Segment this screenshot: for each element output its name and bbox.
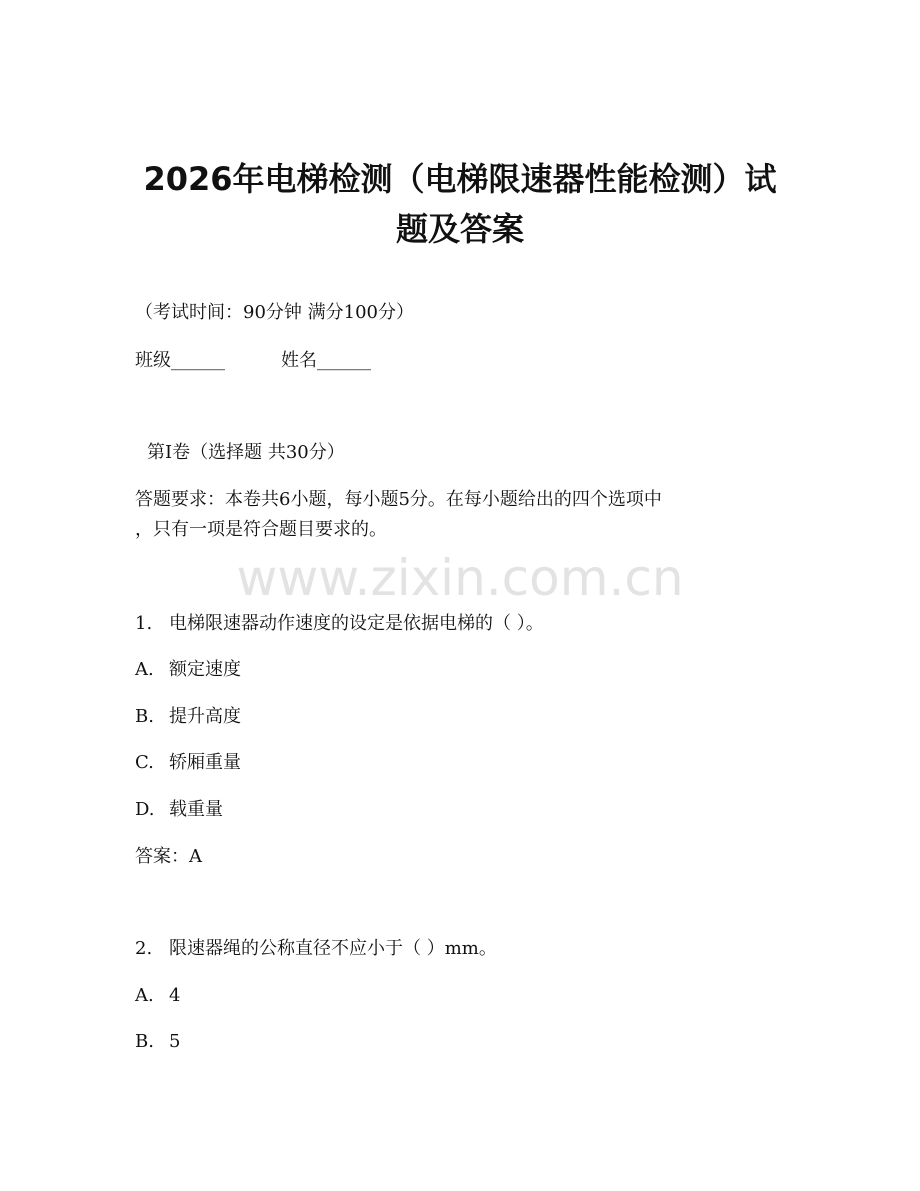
question-1-option-c (135, 750, 241, 776)
question-1-answer: 答案：A (135, 846, 202, 867)
watermark: www.zixin.com.cn (236, 549, 684, 607)
option-text: 5 (169, 1031, 181, 1052)
question-1-option-d (135, 797, 223, 823)
option-key: A. (135, 985, 154, 1006)
option-key: A. (135, 659, 154, 680)
option-text: 提升高度 (169, 706, 241, 727)
option-text: 轿厢重量 (169, 752, 241, 773)
document-title-line-1: 2026年电梯检测（电梯限速器性能检测）试 (143, 160, 777, 198)
option-key: D. (135, 799, 155, 820)
requirement-line-2: ，只有一项是符合题目要求的。 (135, 519, 387, 540)
question-number: 1. (135, 613, 153, 634)
question-1-option-a (135, 657, 241, 683)
option-key: C. (135, 752, 154, 773)
option-text: 额定速度 (169, 659, 241, 680)
question-2 (135, 936, 497, 962)
requirement-line-1: 答题要求：本卷共6小题，每小题5分。在每小题给出的四个选项中 (135, 489, 662, 510)
class-label: 班级______ (135, 350, 225, 371)
option-key: B. (135, 706, 154, 727)
option-text: 载重量 (169, 799, 223, 820)
section-heading: 第I卷（选择题 共30分） (147, 442, 345, 463)
document-title-line-2: 题及答案 (395, 210, 524, 248)
question-text: 电梯限速器动作速度的设定是依据电梯的（ ）。 (169, 613, 544, 634)
question-2-option-b (135, 1029, 180, 1055)
question-1-option-b (135, 704, 241, 730)
student-info-row (135, 348, 371, 374)
question-1 (135, 611, 544, 637)
option-key: B. (135, 1031, 154, 1052)
name-label: 姓名______ (281, 350, 371, 371)
question-2-option-a (135, 983, 180, 1009)
question-text: 限速器绳的公称直径不应小于（ ）mm。 (169, 938, 497, 959)
option-text: 4 (169, 985, 181, 1006)
exam-info: （考试时间：90分钟 满分100分） (135, 302, 414, 323)
question-number: 2. (135, 938, 153, 959)
